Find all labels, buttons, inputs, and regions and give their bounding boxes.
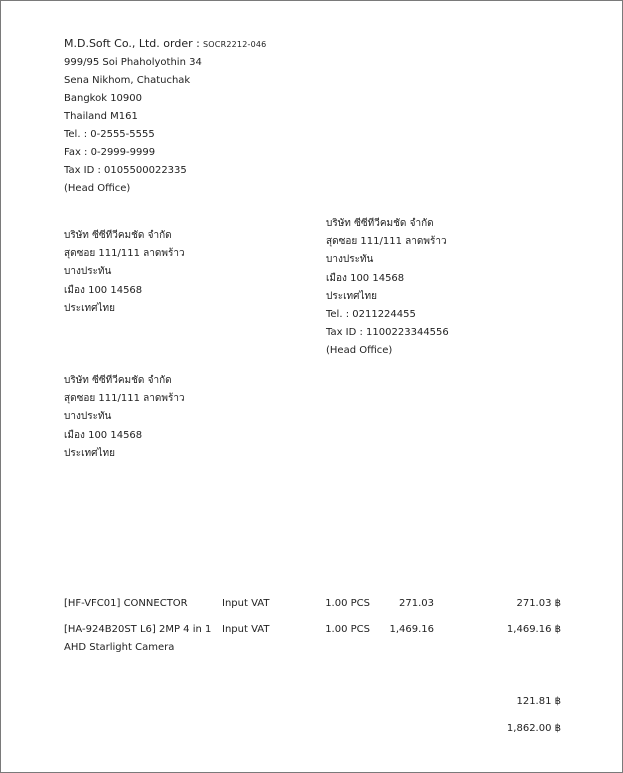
customer-head-office: (Head Office) bbox=[326, 345, 393, 356]
customer-address-line: สุดซอย 111/111 ลาดพร้าว bbox=[326, 236, 447, 247]
shipping-address-line: สุดซอย 111/111 ลาดพร้าว bbox=[64, 393, 185, 404]
line-tax: Input VAT bbox=[222, 624, 270, 635]
company-phone: Tel. : 0-2555-5555 bbox=[64, 129, 155, 140]
customer-address-line: บางประทัน bbox=[326, 254, 374, 265]
company-address-line: Bangkok 10900 bbox=[64, 93, 143, 104]
customer-phone: Tel. : 0211224455 bbox=[326, 309, 416, 320]
line-description: [HF-VFC01] CONNECTOR bbox=[64, 598, 188, 609]
shipping-address-line: เมือง 100 14568 bbox=[64, 430, 143, 441]
customer-address-line: ประเทศไทย bbox=[326, 291, 377, 302]
line-unit-price: 1,469.16 bbox=[389, 624, 434, 635]
line-unit-price: 271.03 bbox=[399, 598, 434, 609]
line-quantity: 1.00 PCS bbox=[325, 598, 370, 609]
shipping-address-line: บางประทัน bbox=[64, 411, 112, 422]
shipping-address-line: บริษัท ซีซีทีวีคมชัด จำกัด bbox=[64, 375, 172, 386]
invoice-address-line: บางประทัน bbox=[64, 266, 112, 277]
line-description-cont: AHD Starlight Camera bbox=[64, 642, 175, 653]
company-tax-id: Tax ID : 0105500022335 bbox=[64, 165, 187, 176]
line-subtotal: 1,469.16 ฿ bbox=[506, 624, 561, 635]
invoice-address-line: บริษัท ซีซีทีวีคมชัด จำกัด bbox=[64, 230, 172, 241]
line-tax: Input VAT bbox=[222, 598, 270, 609]
company-order-heading bbox=[64, 38, 266, 51]
customer-address-line: เมือง 100 14568 bbox=[326, 273, 405, 284]
customer-tax-id: Tax ID : 1100223344556 bbox=[326, 327, 449, 338]
invoice-address-line: ประเทศไทย bbox=[64, 303, 115, 314]
invoice-address-line: สุดซอย 111/111 ลาดพร้าว bbox=[64, 248, 185, 259]
customer-address-line: บริษัท ซีซีทีวีคมชัด จำกัด bbox=[326, 218, 434, 229]
line-subtotal: 271.03 ฿ bbox=[516, 598, 561, 609]
invoice-address-line: เมือง 100 14568 bbox=[64, 285, 143, 296]
order-number: SOCR2212-046 bbox=[203, 40, 267, 49]
company-fax: Fax : 0-2999-9999 bbox=[64, 147, 156, 158]
company-address-line: 999/95 Soi Phaholyothin 34 bbox=[64, 57, 202, 68]
taxes-amount: 121.81 ฿ bbox=[516, 696, 561, 707]
company-head-office: (Head Office) bbox=[64, 183, 131, 194]
company-address-line: Thailand M161 bbox=[64, 111, 138, 122]
company-address-line: Sena Nikhom, Chatuchak bbox=[64, 75, 191, 86]
line-description: [HA-924B20ST L6] 2MP 4 in 1 bbox=[64, 624, 212, 635]
total-amount: 1,862.00 ฿ bbox=[506, 723, 561, 734]
shipping-address-line: ประเทศไทย bbox=[64, 448, 115, 459]
line-quantity: 1.00 PCS bbox=[325, 624, 370, 635]
company-order-label: M.D.Soft Co., Ltd. order : bbox=[64, 37, 200, 50]
